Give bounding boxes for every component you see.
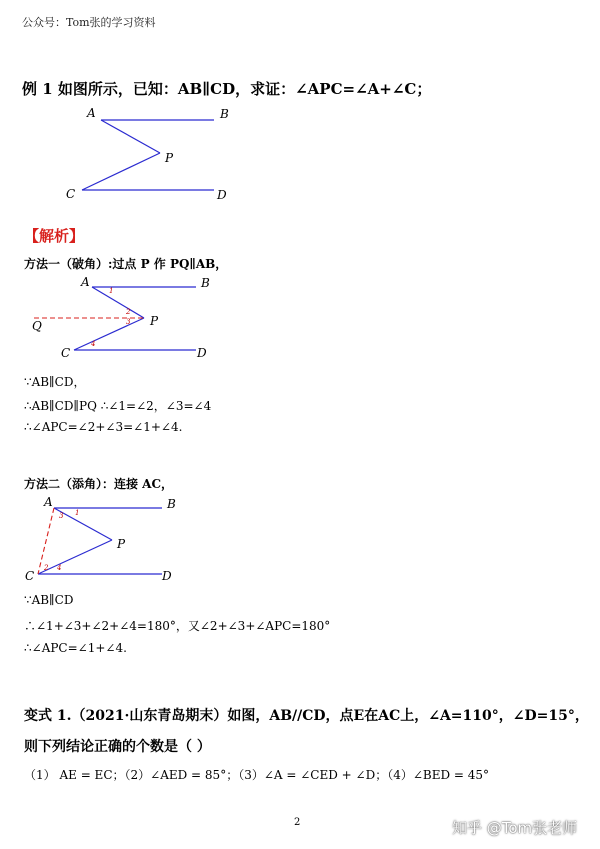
fig3-label-d: D — [162, 569, 172, 583]
fig2-label-c: C — [61, 346, 71, 360]
fig2-label-q: Q — [32, 319, 42, 333]
fig3-label-c: C — [25, 569, 35, 583]
fig1-label-b: B — [220, 107, 229, 121]
fig2-label-p: P — [150, 314, 159, 328]
fig2-angle-4: 4 — [91, 340, 96, 348]
variant-line-1: 变式 1.（2021·山东青岛期末）如图，AB//CD，点E在AC上，∠A=110°，∠D=15°， — [24, 708, 589, 724]
fig3-label-a: A — [44, 495, 53, 509]
fig3-angle-1: 1 — [75, 509, 80, 517]
fig1-label-p: P — [165, 151, 174, 165]
fig3-label-b: B — [167, 497, 176, 511]
fig1-label-d: D — [217, 188, 227, 202]
variant-line-2: 则下列结论正确的个数是（ ） — [24, 739, 211, 755]
fig2-label-b: B — [201, 276, 210, 290]
variant-options: （1） AE = EC；（2）∠AED = 85°；（3）∠A = ∠CED + ∠D；（4）∠BED = 45° — [24, 768, 490, 782]
fig3-angle-3: 3 — [59, 512, 64, 520]
fig2-label-d: D — [197, 346, 207, 360]
fig2-angle-3: 3 — [126, 318, 131, 326]
fig1-label-a: A — [87, 106, 96, 120]
fig2-angle-1: 1 — [109, 287, 114, 295]
page-header: 公众号：Tom张的学习资料 — [22, 16, 156, 29]
method2-line-1: ∵AB∥CD — [24, 593, 74, 607]
fig2-angle-2: 2 — [126, 308, 131, 316]
fig2-label-a: A — [81, 275, 90, 289]
fig3-label-p: P — [117, 537, 126, 551]
fig3-angle-2: 2 — [44, 564, 49, 572]
method2-line-2: ∴∠1+∠3+∠2+∠4=180°，又∠2+∠3+∠APC=180° — [24, 619, 331, 633]
example-title: 例 1 如图所示，已知：AB∥CD，求证：∠APC=∠A+∠C； — [22, 80, 432, 98]
method1-line-1: ∵AB∥CD， — [24, 375, 86, 389]
fig3-angle-4: 4 — [57, 564, 62, 572]
method1-line-3: ∴∠APC=∠2+∠3=∠1+∠4. — [24, 420, 183, 434]
fig1-label-c: C — [66, 187, 76, 201]
method2-line-3: ∴∠APC=∠1+∠4. — [24, 641, 127, 655]
method1-line-2: ∴AB∥CD∥PQ ∴∠1=∠2，∠3=∠4 — [24, 399, 212, 413]
watermark: 知乎 @Tom张老师 — [452, 819, 578, 837]
page-number: 2 — [294, 817, 301, 828]
analysis-label: 【解析】 — [24, 227, 85, 245]
method2-heading: 方法二（添角）：连接 AC， — [24, 477, 174, 491]
method1-heading: 方法一（破角）:过点 P 作 PQ∥AB， — [24, 257, 228, 271]
